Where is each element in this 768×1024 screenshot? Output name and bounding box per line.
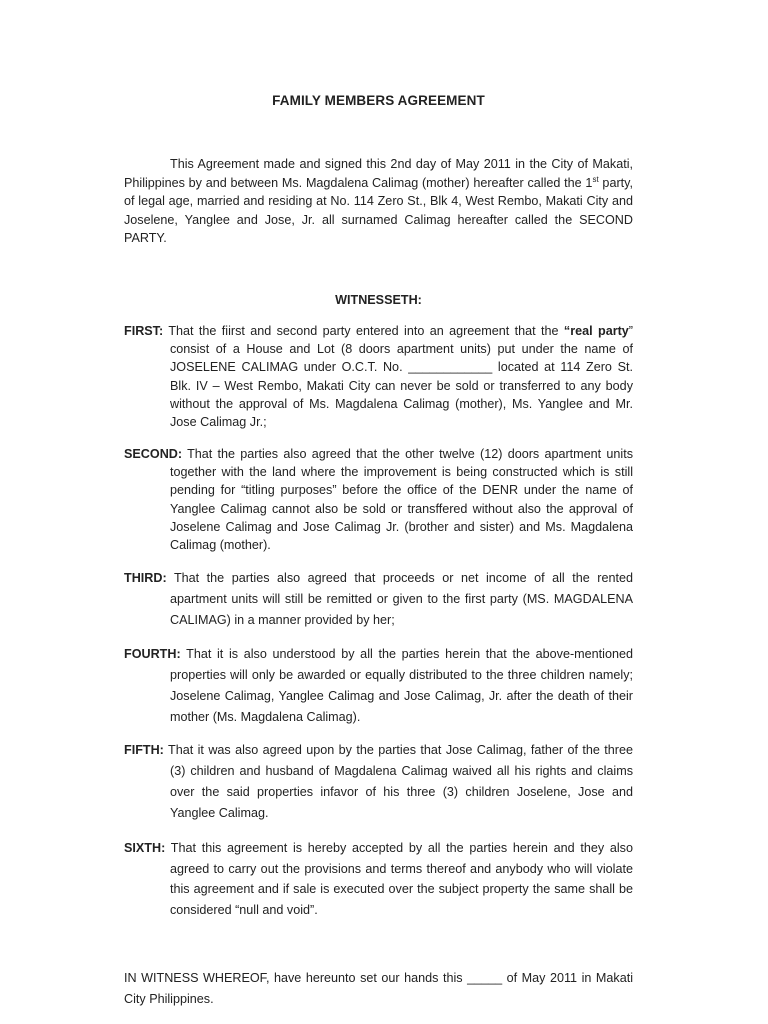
closing-paragraph: IN WITNESS WHEREOF, have hereunto set our hands this _____ of May 2011 in Makati City Philippines.	[124, 971, 633, 1006]
clause-label: THIRD:	[124, 571, 167, 585]
clause-text: That it is also understood by all the parties herein that the above-mentioned properties will only be awarded or equally distributed to the three children namely; Joselene Calimag, Yanglee Calimag and Jose Calimag, Jr. after the death of their mother (Ms. Magdalena Calimag).	[170, 647, 633, 724]
clause-label: SECOND:	[124, 447, 183, 461]
intro-text-part-1: This Agreement made and signed this 2nd day of May 2011 in the City of Makati, Philippines by and between Ms. Magdalena Calimag (mother) hereafter called the 1	[124, 157, 633, 190]
clause-text: That the parties also agreed that proceeds or net income of all the rented apartment units will still be remitted or given to the first party (MS. MAGDALENA CALIMAG) in a manner provided by her;	[166, 571, 633, 627]
document-title: FAMILY MEMBERS AGREEMENT	[272, 93, 485, 108]
intro-text-part-2: party, of legal age, married and residing at No. 114 Zero St., Blk 4, West Rembo, Makati City and Joselene, Yanglee and Jose, Jr. all surnamed Calimag hereafter called the SECOND PARTY.	[124, 175, 633, 246]
clause-text: That it was also agreed upon by the parties that Jose Calimag, father of the three (3) children and husband of Magdalena Calimag waived all his rights and claims over the said properties infavor of his three (3) children Joselene, Jose and Yanglee Calimag.	[163, 743, 633, 820]
clause-first	[124, 322, 633, 431]
clause-fourth	[124, 644, 633, 728]
clause-label: FIRST:	[124, 324, 164, 338]
clause-bold-text: “real party	[563, 324, 629, 338]
clause-sixth	[124, 838, 633, 920]
clause-text: That the fiirst and second party entered into an agreement that the	[163, 324, 564, 338]
clause-second	[124, 445, 633, 554]
intro-superscript: st	[592, 174, 599, 184]
clause-third	[124, 568, 633, 631]
clause-label: FIFTH:	[124, 743, 164, 757]
clause-label: SIXTH:	[124, 841, 166, 855]
witnesseth-heading: WITNESSETH:	[335, 293, 422, 307]
clause-text-continued: ” consist of a House and Lot (8 doors apartment units) put under the name of JOSELENE CALIMAG under O.C.T. No. ____________ located at 114 Zero St. Blk. IV – West Rembo, Makati City can never be sold or transferred to any body without the approval of Ms. Magdalena Calimag (mother), Ms. Yanglee and Mr. Jose Calimag Jr.;	[170, 324, 633, 430]
clause-text: That this agreement is hereby accepted by all the parties herein and they also agreed to carry out the provisions and terms thereof and anybody who will violate this agreement and if sale is executed over the subject property the same shall be considered “null and void”.	[165, 841, 633, 917]
clause-label: FOURTH:	[124, 647, 181, 661]
clause-text: That the parties also agreed that the other twelve (12) doors apartment units together with the land where the improvement is being constructed which is still pending for “titling purposes” before the office of the DENR under the name of Yanglee Calimag cannot also be sold or transffered without also the approval of Joselene Calimag and Jose Calimag Jr. (brother and sister) and Ms. Magdalena Calimag (mother).	[170, 447, 633, 553]
clause-fifth	[124, 740, 633, 824]
intro-paragraph	[124, 155, 633, 248]
